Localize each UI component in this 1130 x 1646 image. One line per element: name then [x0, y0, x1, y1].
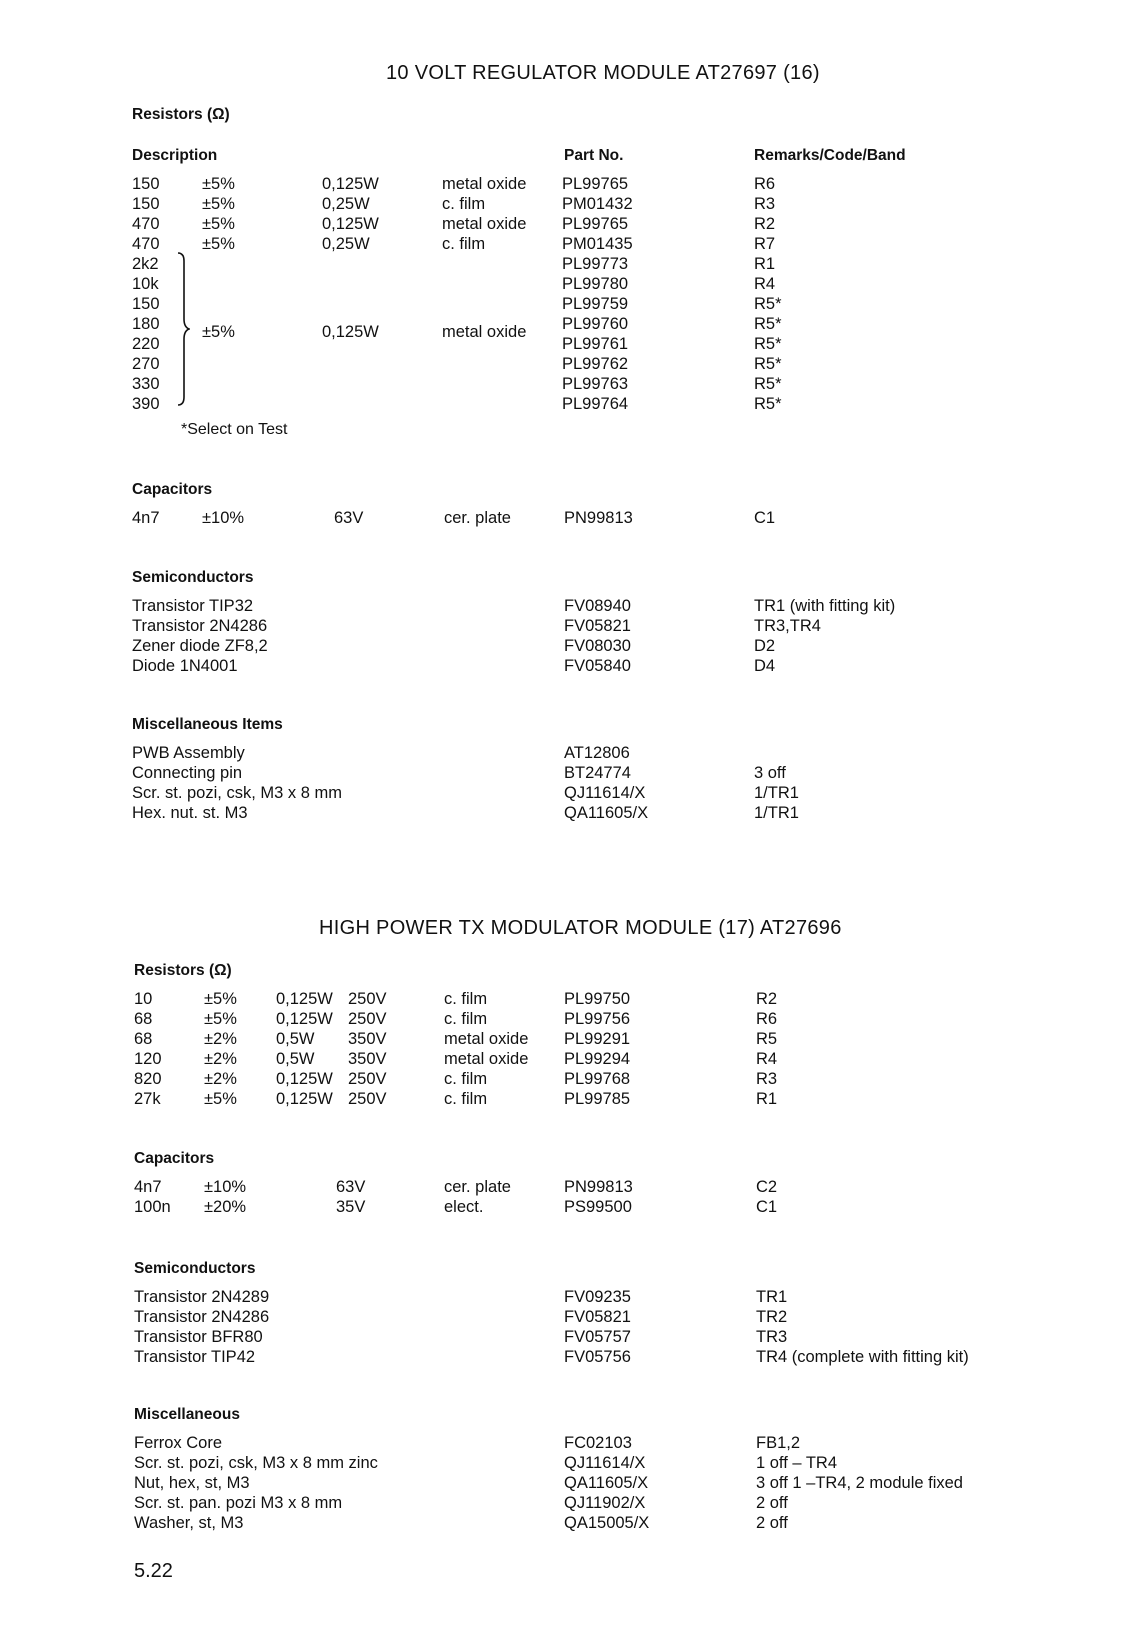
cell-remarks: 3 off 1 –TR4, 2 module fixed [756, 1474, 963, 1492]
cell-value: 10k [132, 275, 159, 293]
cell-part-no: PL99750 [564, 990, 631, 1008]
cell-power: 0,125W [276, 1010, 333, 1028]
cell-part-no: PL99780 [562, 275, 629, 293]
cell-power: 0,25W [322, 235, 370, 253]
cell-part-no: PL99785 [564, 1090, 631, 1108]
cell-remarks: 2 off [756, 1514, 788, 1532]
cell-tolerance: ±5% [202, 175, 235, 193]
cell-value: 390 [132, 395, 160, 413]
module2-capacitors-heading: Capacitors [134, 1150, 215, 1167]
cell-voltage: 350V [348, 1030, 387, 1048]
table-row [0, 784, 1130, 804]
cell-part-no: PL99763 [562, 375, 629, 393]
cell-remarks: R3 [754, 195, 776, 213]
cell-description: Washer, st, M3 [134, 1514, 244, 1532]
table-row [0, 1050, 1130, 1070]
cell-description: Zener diode ZF8,2 [132, 637, 268, 655]
cell-type: metal oxide [442, 215, 527, 233]
cell-part-no: PL99765 [562, 215, 629, 233]
cell-tolerance: ±5% [202, 235, 235, 253]
module2-semiconductors-heading: Semiconductors [134, 1260, 256, 1277]
cell-remarks: R5* [754, 355, 782, 373]
table-row [0, 1434, 1130, 1454]
cell-part-no: FV05757 [564, 1328, 631, 1346]
cell-type: c. film [444, 1090, 488, 1108]
cell-remarks: R4 [756, 1050, 778, 1068]
cell-part-no: PL99756 [564, 1010, 631, 1028]
cell-power: 0,125W [276, 1090, 333, 1108]
select-on-test-note: *Select on Test [181, 421, 288, 438]
cell-voltage: 250V [348, 990, 387, 1008]
table-row [0, 1514, 1130, 1534]
cell-remarks: 1/TR1 [754, 784, 799, 802]
table-row [0, 335, 1130, 355]
module1-semiconductors-heading: Semiconductors [132, 569, 254, 586]
cell-description: Scr. st. pozi, csk, M3 x 8 mm zinc [134, 1454, 378, 1472]
cell-description: Nut, hex, st, M3 [134, 1474, 250, 1492]
cell-remarks: R3 [756, 1070, 778, 1088]
module1-misc-heading: Miscellaneous Items [132, 716, 283, 733]
cell-remarks: TR2 [756, 1308, 788, 1326]
cell-part-no: FV08030 [564, 637, 631, 655]
cell-remarks: R1 [756, 1090, 778, 1108]
table-row [0, 1454, 1130, 1474]
cell-part-no: PM01435 [562, 235, 633, 253]
cell-remarks: 1 off – TR4 [756, 1454, 838, 1472]
cell-value: 470 [132, 215, 160, 233]
cell-part-no: QJ11902/X [564, 1494, 646, 1512]
cell-description: Transistor 2N4289 [134, 1288, 270, 1306]
cell-value: 68 [134, 1030, 153, 1048]
col-description: Description [132, 147, 218, 164]
table-row [0, 764, 1130, 784]
cell-tolerance: ±5% [204, 990, 237, 1008]
cell-description: Scr. st. pan. pozi M3 x 8 mm [134, 1494, 343, 1512]
table-row [0, 1030, 1130, 1050]
cell-part-no: QA11605/X [564, 804, 649, 822]
cell-part-no: PL99762 [562, 355, 629, 373]
cell-power: 0,125W [276, 990, 333, 1008]
cell-tolerance: ±10% [202, 509, 245, 527]
cell-remarks: R2 [756, 990, 778, 1008]
module2-misc-heading: Miscellaneous [134, 1406, 240, 1423]
cell-remarks: C1 [756, 1198, 778, 1216]
cell-remarks: TR4 (complete with fitting kit) [756, 1348, 969, 1366]
cell-type: elect. [444, 1198, 484, 1216]
cell-part-no: QJ11614/X [564, 1454, 646, 1472]
cell-remarks: FB1,2 [756, 1434, 801, 1452]
cell-description: Transistor TIP32 [132, 597, 254, 615]
cell-power: 0,25W [322, 195, 370, 213]
cell-part-no: QA15005/X [564, 1514, 650, 1532]
cell-description: Diode 1N4001 [132, 657, 238, 675]
cell-remarks: TR3,TR4 [754, 617, 821, 635]
cell-tolerance: ±10% [204, 1178, 247, 1196]
cell-remarks: 3 off [754, 764, 786, 782]
group-power: 0,125W [322, 323, 379, 341]
table-row [0, 617, 1130, 637]
cell-remarks: TR3 [756, 1328, 788, 1346]
cell-remarks: TR1 (with fitting kit) [754, 597, 896, 615]
cell-remarks: C1 [754, 509, 776, 527]
cell-part-no: QA11605/X [564, 1474, 649, 1492]
cell-description: Transistor BFR80 [134, 1328, 263, 1346]
cell-value: 4n7 [132, 509, 160, 527]
cell-tolerance: ±5% [202, 215, 235, 233]
cell-value: 68 [134, 1010, 153, 1028]
table-row [0, 657, 1130, 677]
cell-part-no: PL99294 [564, 1050, 631, 1068]
table-row [0, 597, 1130, 617]
table-row [0, 195, 1130, 215]
cell-value: 120 [134, 1050, 162, 1068]
table-row [0, 1494, 1130, 1514]
table-row [0, 275, 1130, 295]
cell-value: 4n7 [134, 1178, 162, 1196]
cell-part-no: PL99768 [564, 1070, 631, 1088]
cell-tolerance: ±2% [204, 1030, 237, 1048]
col-remarks: Remarks/Code/Band [754, 147, 906, 164]
cell-part-no: FV08940 [564, 597, 631, 615]
module1-resistors-heading: Resistors (Ω) [132, 106, 230, 123]
cell-part-no: PM01432 [562, 195, 633, 213]
cell-value: 27k [134, 1090, 161, 1108]
cell-remarks: R2 [754, 215, 776, 233]
cell-value: 180 [132, 315, 160, 333]
cell-part-no: FV05821 [564, 617, 631, 635]
cell-tolerance: ±2% [204, 1050, 237, 1068]
cell-part-no: AT12806 [564, 744, 630, 762]
cell-type: metal oxide [442, 175, 527, 193]
table-row [0, 1308, 1130, 1328]
cell-part-no: PL99764 [562, 395, 629, 413]
cell-description: Scr. st. pozi, csk, M3 x 8 mm [132, 784, 342, 802]
cell-type: metal oxide [444, 1030, 529, 1048]
table-row [0, 355, 1130, 375]
cell-part-no: FV05840 [564, 657, 631, 675]
cell-value: 10 [134, 990, 153, 1008]
cell-remarks: R5* [754, 395, 782, 413]
cell-value: 820 [134, 1070, 162, 1088]
cell-voltage: 250V [348, 1070, 387, 1088]
table-row [0, 1198, 1130, 1218]
cell-power: 0,5W [276, 1050, 315, 1068]
cell-remarks: R6 [754, 175, 776, 193]
cell-part-no: FC02103 [564, 1434, 632, 1452]
cell-voltage: 35V [336, 1198, 366, 1216]
table-row [0, 1070, 1130, 1090]
table-row [0, 1178, 1130, 1198]
brace-icon [176, 251, 190, 407]
cell-value: 270 [132, 355, 160, 373]
table-row [0, 1090, 1130, 1110]
cell-voltage: 350V [348, 1050, 387, 1068]
cell-remarks: R4 [754, 275, 776, 293]
cell-part-no: FV05756 [564, 1348, 631, 1366]
table-row [0, 1474, 1130, 1494]
table-row [0, 175, 1130, 195]
cell-value: 100n [134, 1198, 171, 1216]
table-row [0, 215, 1130, 235]
cell-part-no: PN99813 [564, 509, 633, 527]
table-row [0, 295, 1130, 315]
table-row [0, 804, 1130, 824]
table-row [0, 990, 1130, 1010]
cell-remarks: D2 [754, 637, 776, 655]
cell-remarks: R5* [754, 375, 782, 393]
cell-value: 470 [132, 235, 160, 253]
cell-voltage: 63V [336, 1178, 366, 1196]
cell-remarks: C2 [756, 1178, 778, 1196]
module1-capacitors-heading: Capacitors [132, 481, 213, 498]
cell-type: c. film [444, 1070, 488, 1088]
cell-voltage: 250V [348, 1010, 387, 1028]
cell-part-no: PL99765 [562, 175, 629, 193]
cell-description: Connecting pin [132, 764, 243, 782]
group-tolerance: ±5% [202, 323, 235, 341]
cell-power: 0,125W [276, 1070, 333, 1088]
table-row [0, 637, 1130, 657]
table-row [0, 1010, 1130, 1030]
table-row [0, 375, 1130, 395]
table-row [0, 744, 1130, 764]
cell-type: cer. plate [444, 1178, 511, 1196]
table-row [0, 1328, 1130, 1348]
cell-description: PWB Assembly [132, 744, 245, 762]
cell-description: Transistor 2N4286 [134, 1308, 270, 1326]
table-row [0, 235, 1130, 255]
table-row [0, 509, 1130, 529]
cell-part-no: QJ11614/X [564, 784, 646, 802]
cell-tolerance: ±5% [204, 1010, 237, 1028]
cell-remarks: D4 [754, 657, 776, 675]
cell-part-no: BT24774 [564, 764, 631, 782]
cell-remarks: R5* [754, 335, 782, 353]
cell-part-no: PN99813 [564, 1178, 633, 1196]
cell-power: 0,125W [322, 175, 379, 193]
cell-remarks: R6 [756, 1010, 778, 1028]
cell-value: 150 [132, 295, 160, 313]
cell-power: 0,5W [276, 1030, 315, 1048]
cell-tolerance: ±5% [204, 1090, 237, 1108]
cell-remarks: R1 [754, 255, 776, 273]
cell-type: metal oxide [444, 1050, 529, 1068]
cell-remarks: R5* [754, 295, 782, 313]
cell-description: Transistor TIP42 [134, 1348, 256, 1366]
cell-value: 220 [132, 335, 160, 353]
cell-tolerance: ±2% [204, 1070, 237, 1088]
cell-part-no: PL99773 [562, 255, 629, 273]
cell-part-no: PL99760 [562, 315, 629, 333]
cell-part-no: PL99759 [562, 295, 629, 313]
cell-value: 150 [132, 175, 160, 193]
table-row [0, 1288, 1130, 1308]
module2-title: HIGH POWER TX MODULATOR MODULE (17) AT27696 [319, 917, 842, 939]
cell-remarks: TR1 [756, 1288, 788, 1306]
col-part-no: Part No. [564, 147, 624, 164]
cell-type: c. film [444, 990, 488, 1008]
cell-remarks: R7 [754, 235, 776, 253]
cell-remarks: 2 off [756, 1494, 788, 1512]
cell-part-no: PL99761 [562, 335, 629, 353]
cell-part-no: PL99291 [564, 1030, 631, 1048]
cell-remarks: R5* [754, 315, 782, 333]
cell-type: c. film [444, 1010, 488, 1028]
cell-part-no: FV09235 [564, 1288, 631, 1306]
cell-remarks: R5 [756, 1030, 778, 1048]
cell-part-no: PS99500 [564, 1198, 632, 1216]
cell-voltage: 63V [334, 509, 364, 527]
table-row [0, 255, 1130, 275]
cell-type: cer. plate [444, 509, 511, 527]
module2-resistors-heading: Resistors (Ω) [134, 962, 232, 979]
cell-tolerance: ±5% [202, 195, 235, 213]
table-row [0, 1348, 1130, 1368]
cell-type: c. film [442, 195, 486, 213]
cell-value: 150 [132, 195, 160, 213]
page-number: 5.22 [134, 1560, 173, 1582]
cell-description: Transistor 2N4286 [132, 617, 268, 635]
cell-voltage: 250V [348, 1090, 387, 1108]
cell-power: 0,125W [322, 215, 379, 233]
cell-tolerance: ±20% [204, 1198, 247, 1216]
cell-value: 330 [132, 375, 160, 393]
table-row [0, 315, 1130, 335]
table-row [0, 395, 1130, 415]
cell-type: c. film [442, 235, 486, 253]
group-type: metal oxide [442, 323, 527, 341]
module1-title: 10 VOLT REGULATOR MODULE AT27697 (16) [386, 62, 820, 84]
cell-part-no: FV05821 [564, 1308, 631, 1326]
cell-value: 2k2 [132, 255, 159, 273]
cell-description: Ferrox Core [134, 1434, 223, 1452]
cell-remarks: 1/TR1 [754, 804, 799, 822]
cell-description: Hex. nut. st. M3 [132, 804, 248, 822]
